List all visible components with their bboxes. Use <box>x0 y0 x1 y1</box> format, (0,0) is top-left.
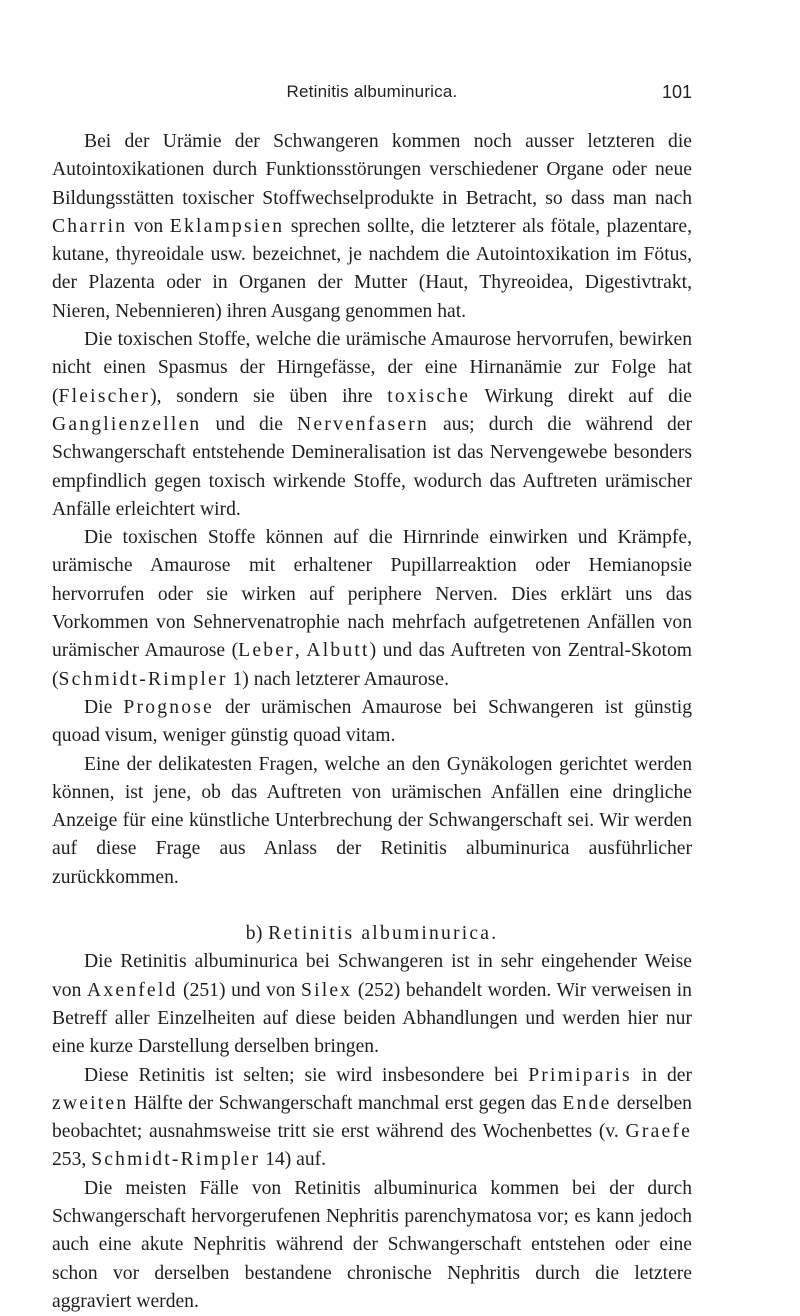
spaced-emphasis: Schmidt-Rimpler <box>58 668 228 690</box>
text-run: ), sondern sie üben ihre <box>150 385 388 407</box>
text-run: in der <box>631 1064 693 1086</box>
text-run: Bei der Urämie der Schwangeren kommen noch ausser letzteren die Autointoxikationen durch Funktionsstörungen verschiedener Organe oder neue Bildungsstätten toxischer Stoffwechselprodukte in Betracht, so dass man nach <box>52 131 692 209</box>
spaced-emphasis: Silex <box>301 979 353 1001</box>
spaced-emphasis: Eklampsien <box>169 215 285 237</box>
text-run: (252) behandelt worden. Wir verweisen in Betreff aller Einzelheiten auf diese beiden Abhandlungen und werden hier nur eine kurze Darstellung derselben bringen. <box>52 979 692 1058</box>
paragraph <box>52 128 692 326</box>
running-title: Retinitis albuminurica. <box>286 82 458 101</box>
spaced-emphasis: Leber <box>238 640 295 662</box>
page-number: 101 <box>661 82 692 102</box>
text-run: von <box>127 215 170 237</box>
text-run: aus; durch die während der Schwangerschaft entstehende Demineralisation ist das Nervengewebe besonders empfindlich gegen toxisch wirkende Stoffe, wodurch das Auftreten urämischer Anfälle erleichtert wird. <box>52 413 692 520</box>
paragraph <box>52 948 692 1061</box>
body-text <box>52 128 692 1316</box>
spaced-emphasis: Graefe <box>625 1121 692 1143</box>
text-run: ) und das Auftreten von Zentral-Skotom ( <box>52 640 693 690</box>
text-run: 1) nach letzterer Amaurose. <box>227 668 450 690</box>
paragraph <box>52 524 692 694</box>
text-run: Die meisten Fälle von Retinitis albuminurica kommen bei der durch Schwangerschaft hervorgerufenen Nephritis parenchymatosa vor; es kann jedoch auch eine akute Nephritis während der Schwangerschaft entstehen oder eine schon vor derselben bestandene chronische Nephritis durch die letztere aggraviert werden. <box>52 1177 692 1312</box>
text-run: (251) und von <box>177 979 301 1001</box>
spaced-emphasis: Fleischer <box>58 385 151 407</box>
spaced-emphasis: Retinitis albuminurica. <box>268 923 499 945</box>
paragraph <box>52 1175 692 1316</box>
text-run: Die Retinitis albuminurica bei Schwangeren ist in sehr eingehender Weise von <box>52 951 692 1001</box>
text-run: 253, <box>52 1149 92 1171</box>
paragraph <box>52 326 692 524</box>
text-run: der urämischen Amaurose bei Schwangeren ist günstig quoad visum, weniger günstig quoad vitam. <box>52 696 692 747</box>
spaced-emphasis: toxische <box>387 385 471 407</box>
section-heading <box>52 920 692 948</box>
text-run: Wirkung direkt auf die <box>470 385 693 407</box>
spaced-emphasis: Ganglienzellen <box>52 413 202 435</box>
text-run: Hälfte der Schwangerschaft manchmal erst gegen das <box>128 1092 563 1114</box>
spaced-emphasis: Axenfeld <box>86 979 178 1001</box>
spaced-emphasis: Primiparis <box>528 1064 632 1086</box>
text-run: 14) auf. <box>260 1149 327 1171</box>
running-head <box>52 82 692 108</box>
paragraph <box>52 1062 692 1175</box>
text-run: Die toxischen Stoffe, welche die urämische Amaurose hervorrufen, bewirken nicht einen Spasmus der Hirngefässe, der eine Hirnanämie zur Folge hat ( <box>52 329 692 407</box>
text-run: Die toxischen Stoffe können auf die Hirnrinde einwirken und Krämpfe, urämische Amaurose mit erhaltener Pupillarreaktion oder Hemianopsie hervorrufen oder sie wirken auf periphere Nerven. Dies erklärt uns das Vorkommen von Sehnervenatrophie nach mehrfach aufgetretenen Anfällen von urämischer Amaurose ( <box>52 527 692 662</box>
spaced-emphasis: Schmidt-Rimpler <box>91 1149 261 1171</box>
text-run: b) <box>245 923 269 945</box>
text-run: Eine der delikatesten Fragen, welche an den Gynäkologen gerichtet werden können, ist jene, ob das Auftreten von urämischen Anfällen eine dringliche Anzeige für eine künstliche Unterbrechung der Schwangerschaft sei. Wir werden auf diese Frage aus Anlass der Retinitis albuminurica ausführlicher zurückkommen. <box>52 753 692 888</box>
text-run: und die <box>201 413 298 435</box>
text-run: Die <box>84 696 124 718</box>
paragraph <box>52 694 692 751</box>
paragraph <box>52 751 692 892</box>
spaced-emphasis: Charrin <box>52 215 128 237</box>
spaced-emphasis: Albutt <box>306 640 370 662</box>
spaced-emphasis: Prognose <box>123 696 214 718</box>
text-run: sprechen sollte, die letzterer als fötale, plazentare, kutane, thyreoidale usw. bezeichnet, je nachdem die Autointoxikation im Fötus, der Plazenta oder in Organen der Mutter (Haut, Thyreoidea, Digestivtrakt, Nieren, Nebennieren) ihren Ausgang genommen hat. <box>52 215 693 322</box>
spaced-emphasis: zweiten <box>52 1092 129 1114</box>
spaced-emphasis: Nervenfasern <box>297 413 429 435</box>
text-run: , <box>294 640 307 662</box>
text-run: derselben beobachtet; ausnahmsweise tritt sie erst während des Wochenbettes (v. <box>52 1092 692 1143</box>
spaced-emphasis: Ende <box>562 1092 612 1114</box>
text-run: Diese Retinitis ist selten; sie wird insbesondere bei <box>84 1064 529 1086</box>
